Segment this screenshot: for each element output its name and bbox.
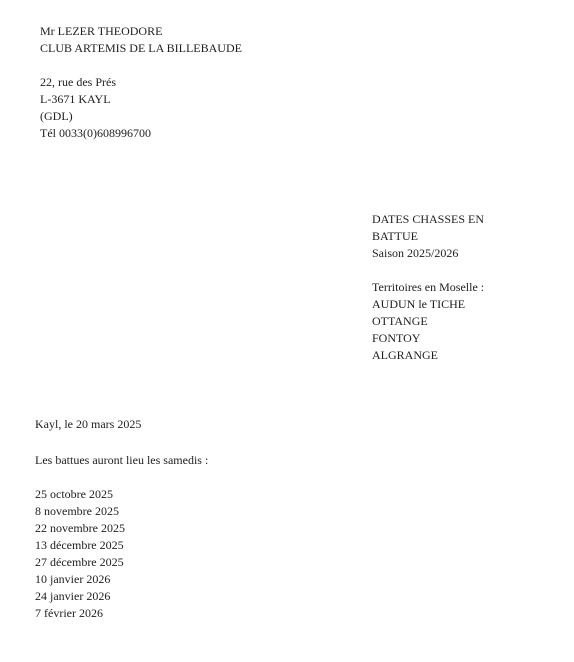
saturday-list (35, 486, 125, 622)
saturday-date: 27 décembre 2025 (35, 555, 124, 569)
sender-club: CLUB ARTEMIS DE LA BILLEBAUDE (40, 41, 242, 55)
territories-heading: Territoires en Moselle : (372, 280, 485, 294)
sender-block (40, 23, 242, 57)
saturday-date: 13 décembre 2025 (35, 538, 124, 552)
dates-header-line1: DATES CHASSES EN (372, 212, 485, 226)
intro-text: Les battues auront lieu les samedis : (35, 453, 209, 467)
address-block (40, 74, 151, 142)
saturday-date: 7 février 2026 (35, 606, 103, 620)
saturday-date: 8 novembre 2025 (35, 504, 119, 518)
territories-block (372, 279, 484, 364)
address-street: 22, rue des Prés (40, 75, 116, 89)
territory-item: AUDUN le TICHE (372, 297, 466, 311)
place-date-block (35, 416, 141, 433)
season-label: Saison 2025/2026 (372, 246, 459, 260)
saturday-date: 25 octobre 2025 (35, 487, 113, 501)
address-phone: Tél 0033(0)608996700 (40, 126, 151, 140)
address-region: (GDL) (40, 109, 73, 123)
territory-item: ALGRANGE (372, 348, 438, 362)
territory-item: FONTOY (372, 331, 421, 345)
territory-item: OTTANGE (372, 314, 428, 328)
saturday-date: 22 novembre 2025 (35, 521, 125, 535)
dates-header-block (372, 211, 484, 262)
sender-name: Mr LEZER THEODORE (40, 24, 163, 38)
dates-header-line2: BATTUE (372, 229, 418, 243)
saturday-date: 10 janvier 2026 (35, 572, 111, 586)
saturday-date: 24 janvier 2026 (35, 589, 111, 603)
intro-block (35, 452, 208, 469)
address-city: L-3671 KAYL (40, 92, 111, 106)
place-date: Kayl, le 20 mars 2025 (35, 417, 142, 431)
